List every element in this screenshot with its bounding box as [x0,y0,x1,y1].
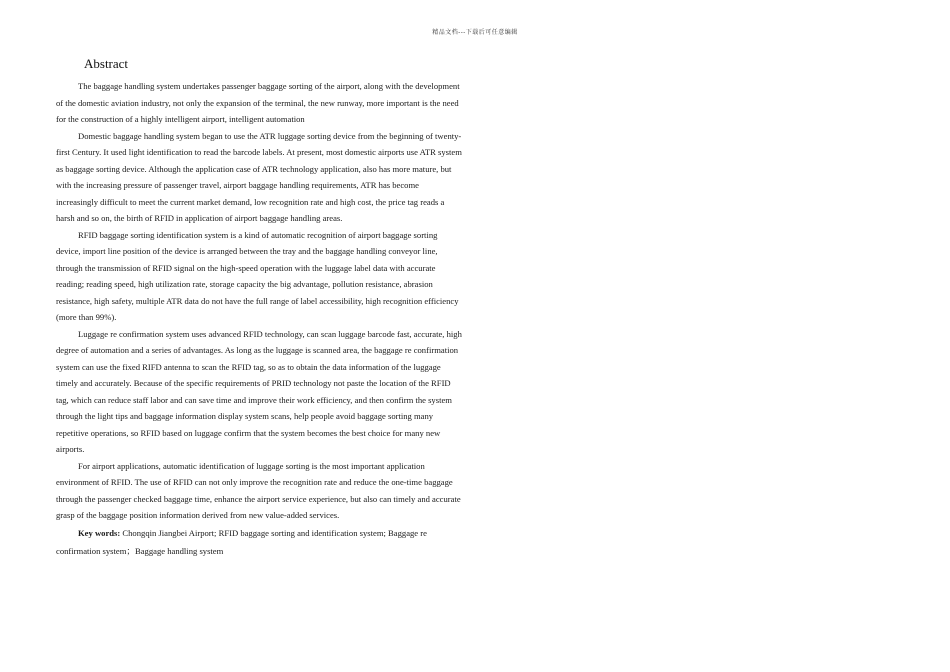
abstract-paragraph: Luggage re confirmation system uses advanced RFID technology, can scan luggage barcode fast, accurate, high degree of automation and a series of advantages. As long as the luggage is scanned area, the baggage re confirmation system can use the fixed RIFD antenna to scan the RFID tag, so as to obtain the data information of the luggage timely and accurately. Because of the specific requirements of PRID technology not paste the location of the RFID tag, which can reduce staff labor and can save time and improve their work efficiency, and then confirm the system through the light tips and baggage information display system scans, help people avoid baggage sorting many repetitive operations, so RFID based on luggage confirm that the system becomes the best choice for many new airports. [56,328,462,454]
abstract-paragraph: RFID baggage sorting identification system is a kind of automatic recognition of airport baggage sorting device, import line position of the device is arranged between the tray and the baggage handling conveyor line, through the transmission of RFID signal on the high-speed operation with the luggage label data with accurate reading; reading speed, high utilization rate, storage capacity the big advantage, pollution resistance, abrasion resistance, high safety, multiple ATR data do not have the full range of label accessibility, high recognition efficiency (more than 99%). [56,229,459,322]
keywords-label: Key words: [78,527,121,538]
abstract-paragraph: For airport applications, automatic identification of luggage sorting is the most important application environment of RFID. The use of RFID can not only improve the recognition rate and reduce the one-time baggage through the passenger checked baggage time, enhance the airport service experience, but also can timely and accurate grasp of the baggage position information derived from new value-added services. [56,460,461,520]
abstract-body [56,78,462,560]
keywords-text: Chongqin Jiangbei Airport; RFID baggage sorting and identification system; Baggage re confirmation system；Baggage handling system [56,527,427,556]
abstract-paragraph: The baggage handling system undertakes passenger baggage sorting of the airport, along with the development of the domestic aviation industry, not only the expansion of the terminal, the new runway, more important is the need for the construction of a highly intelligent airport, intelligent automation [56,81,460,124]
keywords [56,524,462,560]
page-header: 精品文档---下载后可任意编辑 [432,30,518,36]
abstract-paragraph: Domestic baggage handling system began to use the ATR luggage sorting device from the beginning of twenty-first Century. It used light identification to read the barcode labels. At present, most domestic airports use ATR system as baggage sorting device. Although the application case of ATR technology application, also has more mature, but with the increasing pressure of passenger travel, airport baggage handling requirements, ATR has become increasingly difficult to meet the current market demand, low recognition rate and high cost, the price tag reads a harsh and so on, the birth of RFID in application of airport baggage handling areas. [56,130,462,223]
abstract-title: Abstract [84,56,129,71]
